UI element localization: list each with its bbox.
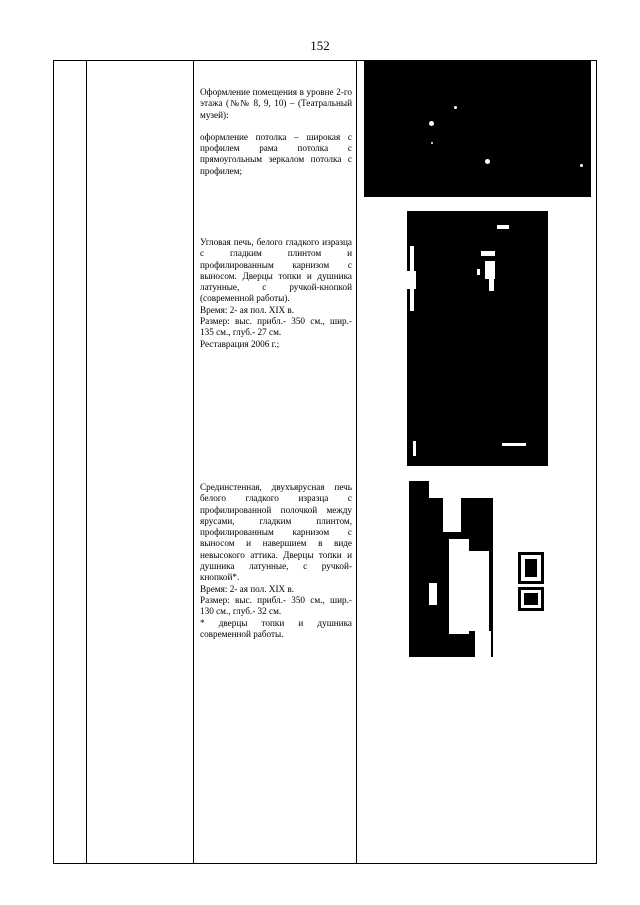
entry-paragraph: Размер: выс. прибл.- 350 см., шир.- 130 см., глуб.- 32 см.: [200, 594, 352, 617]
column-divider: [86, 61, 87, 863]
corner-stove-photo: [407, 211, 548, 466]
column-divider: [356, 61, 357, 863]
entry-paragraph: Срединстенная, двухъярусная печь белого гладкого изразца с профилированной полочкой между ярусами, гладким плинтом, профилированным карнизом с выносом и навершием в виде невысокого аттика. Дверцы топки и душника латунные, с ручкой- кнопкой*.: [200, 482, 352, 583]
entry-paragraph: оформление потолка – широкая с профилем рама потолка с прямоугольным зеркалом потолка с профилем;: [200, 131, 352, 176]
entry-paragraph: * дверцы топки и душника современной работы.: [200, 617, 352, 639]
entry-description-corner-stove: [200, 237, 352, 350]
entry-paragraph: Оформление помещения в уровне 2-го этажа (№№ 8, 9, 10) – (Театральный музей):: [200, 87, 352, 120]
page-number: 152: [310, 38, 330, 53]
entry-description-wall-stove: [200, 482, 352, 640]
entry-paragraph: Угловая печь, белого гладкого изразца с гладким плинтом и профилированным карнизом с выносом. Дверцы топки и душника латунные, с ручкой-кнопкой (современной работы).: [200, 237, 352, 304]
ceiling-photo: [364, 60, 591, 197]
entry-paragraph: Время: 2- ая пол. XIX в.: [200, 304, 295, 315]
entry-paragraph: Реставрация 2006 г.;: [200, 338, 280, 349]
entry-paragraph: Время: 2- ая пол. XIX в.: [200, 583, 295, 594]
column-divider: [193, 61, 194, 863]
entry-paragraph: Размер: выс. прибл.- 350 см., шир.- 135 см., глуб.- 27 см.: [200, 316, 352, 338]
wall-stove-photo: [409, 481, 548, 666]
entry-description-ceiling: [200, 87, 352, 177]
